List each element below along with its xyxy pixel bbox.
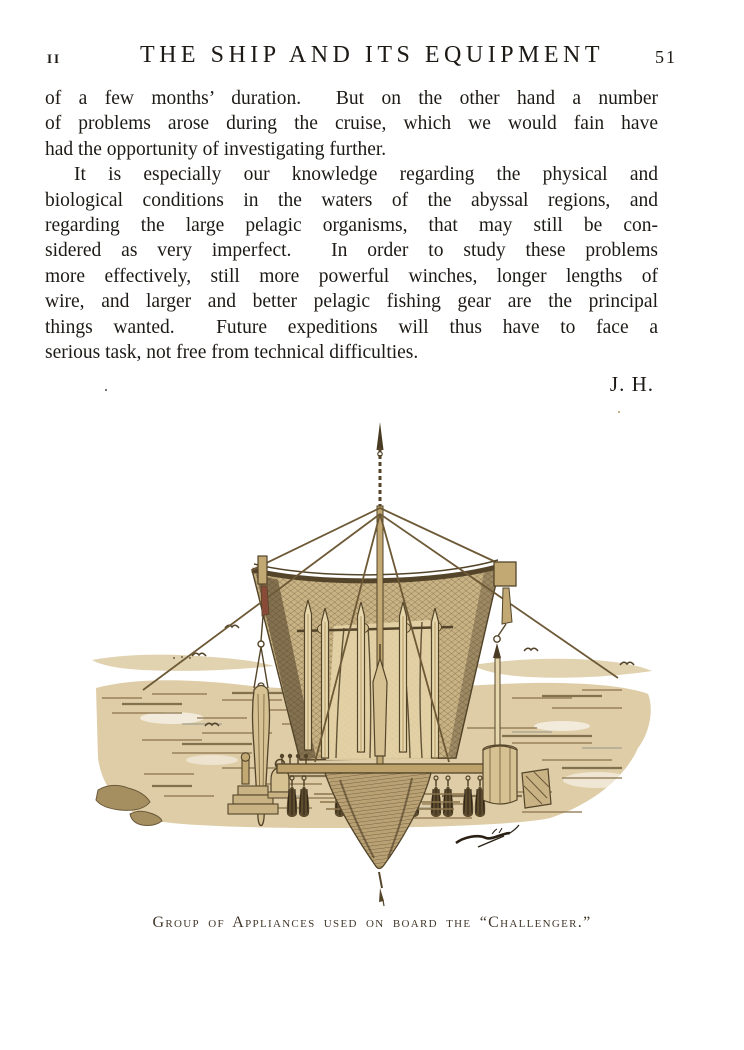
- text-line: of problems arose during the cruise, which we would fain have: [45, 113, 658, 135]
- running-header-title: THE SHIP AND ITS EQUIPMENT: [139, 42, 605, 68]
- appliances-engraving: [82, 388, 662, 908]
- author-initials: J. H.: [609, 372, 654, 397]
- body-text: [45, 86, 658, 398]
- print-speck: [105, 389, 107, 391]
- masthead-spike: [377, 422, 384, 450]
- net-bag: [325, 773, 431, 906]
- text-line: of a few months’ duration. But on the other hand a number: [45, 88, 658, 109]
- text-line: serious task, not free from technical difficulties.: [45, 341, 419, 363]
- figure-illustration: [82, 388, 662, 908]
- paragraph: [45, 86, 658, 162]
- sea-streak-left: [92, 655, 274, 671]
- figure-caption: Group of Appliances used on board the “Challenger.”: [152, 914, 592, 931]
- text-line: biological conditions in the waters of the abyssal regions, and: [45, 189, 658, 211]
- bollard-knob: [241, 753, 249, 761]
- central-sampler: [373, 658, 387, 756]
- text-line: regarding the large pelagic organisms, that may still be con-: [45, 214, 658, 236]
- text-line: things wanted. Future expeditions will thus have to face a: [45, 316, 658, 338]
- strap: [502, 588, 512, 624]
- text-line: had the opportunity of investigating further.: [45, 138, 387, 160]
- page-number: 51: [655, 47, 677, 67]
- text-line: more effectively, still more powerful winches, longer lengths of: [45, 265, 658, 287]
- text-line: wire, and larger and better pelagic fishing gear are the principal: [45, 291, 658, 313]
- bag-rope-tassel: [379, 888, 384, 902]
- chapter-numeral: II: [47, 51, 62, 66]
- spar-tip: [493, 643, 501, 658]
- text-line: It is especially our knowledge regarding the physical and: [74, 164, 658, 186]
- print-speck: [618, 411, 620, 413]
- artist-signature: [456, 825, 519, 847]
- paragraph: [45, 162, 658, 365]
- bollard-post: [242, 760, 249, 784]
- text-line: sidered as very imperfect. In order to study these problems: [45, 240, 658, 262]
